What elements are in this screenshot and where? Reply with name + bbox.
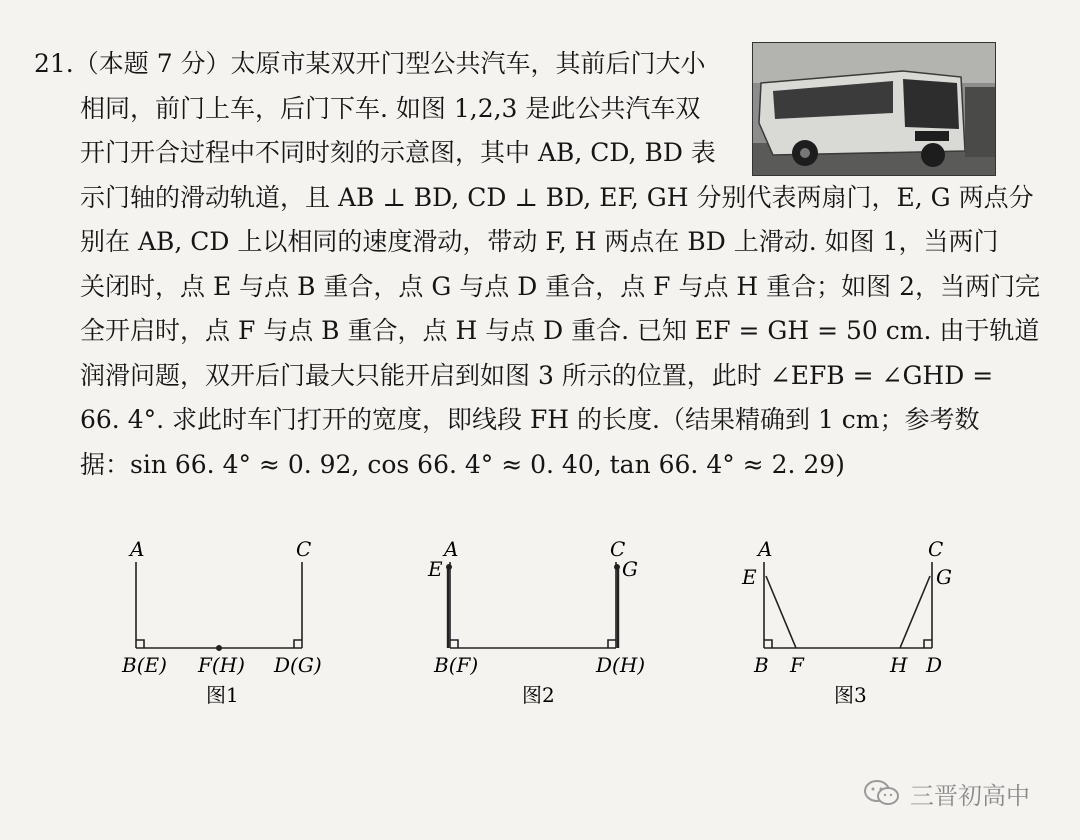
label-f: F(H) [198,653,245,677]
label-e: E [428,557,443,581]
label-a: A [130,537,145,561]
label-g: G [622,557,638,581]
watermark-text: 三晋初高中 [910,781,1030,810]
figure-caption: 图1 [206,683,239,707]
right-angle-mark-d [924,640,932,648]
label-b: B(F) [434,653,479,677]
label-c: C [928,537,944,561]
problem-line: 关闭时，点 E 与点 B 重合，点 G 与点 D 重合，点 F 与点 H 重合；如图 2，当两门完 [80,271,1041,301]
problem-line: 相同，前门上车，后门下车. 如图 1,2,3 是此公共汽车双 [80,93,701,123]
point-g [615,565,619,569]
wechat-icon [862,778,902,808]
problem-line: 66. 4°. 求此时车门打开的宽度，即线段 FH 的长度.（结果精确到 1 cm；参考数 [80,405,980,434]
problem-line: 据：sin 66. 4° ≈ 0. 92, cos 66. 4° ≈ 0. 40, tan 66. 4° ≈ 2. 29) [80,449,845,479]
figure-3 [764,562,932,648]
figure-1 [136,562,302,650]
bus-photo [752,42,996,176]
figures [0,530,1080,730]
label-g: G [936,565,952,589]
label-a: A [444,537,459,561]
problem-line: 全开启时，点 F 与点 B 重合，点 H 与点 D 重合. 已知 EF = GH = 50 cm. 由于轨道 [80,316,1040,345]
problem-line: 开门开合过程中不同时刻的示意图，其中 AB, CD, BD 表 [80,138,716,167]
label-d: D(H) [596,653,646,677]
problem-line: 21.（本题 7 分）太原市某双开门型公共汽车，其前后门大小 [34,49,706,78]
point-e [447,565,451,569]
label-c: C [610,537,626,561]
label-c: C [296,537,312,561]
right-angle-mark-d [608,640,616,648]
figure-caption: 图3 [834,683,867,707]
figure-caption: 图2 [522,683,555,707]
label-b: B [754,653,769,677]
right-angle-mark-b [450,640,458,648]
figure-2 [447,562,619,648]
right-angle-mark-b [764,640,772,648]
label-b: B(E) [122,653,167,677]
door-ef [766,576,796,648]
right-angle-mark-b [136,640,144,648]
door-gh [900,576,930,648]
problem-line: 示门轴的滑动轨道，且 AB ⊥ BD, CD ⊥ BD, EF, GH 分别代表两扇门，E, G 两点分 [80,182,1034,212]
problem-line: 润滑问题，双开后门最大只能开启到如图 3 所示的位置，此时 ∠EFB = ∠GHD = [80,360,994,390]
label-d: D [926,653,943,677]
point-fh [217,646,221,650]
label-e: E [742,565,757,589]
label-f: F [790,653,804,677]
problem-line: 别在 AB, CD 上以相同的速度滑动，带动 F, H 两点在 BD 上滑动. 如图 1，当两门 [80,227,999,256]
watermark [862,776,1030,810]
label-h: H [890,653,908,677]
label-d: D(G) [274,653,322,677]
label-a: A [758,537,773,561]
right-angle-mark-d [294,640,302,648]
